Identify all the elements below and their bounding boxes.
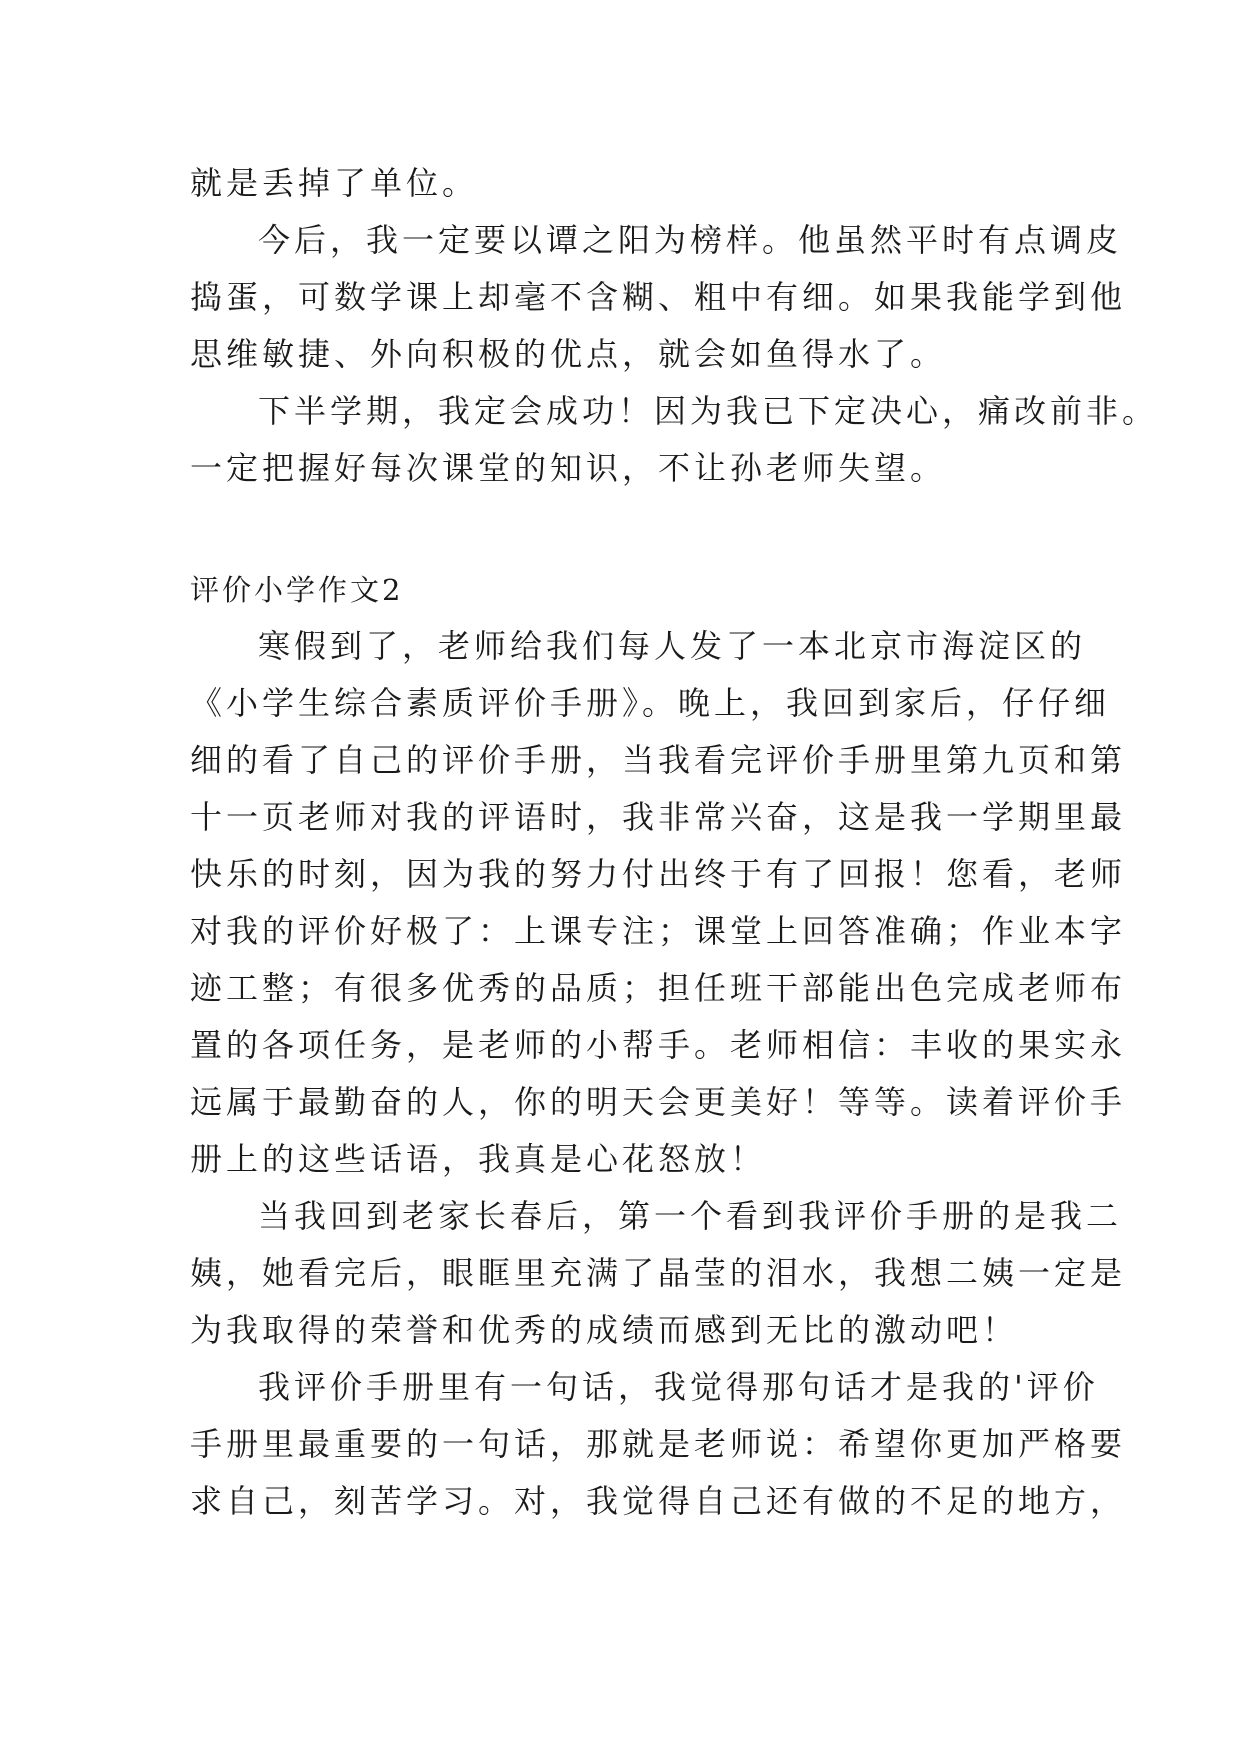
- essay-section-1: [190, 155, 1159, 497]
- text-line: 手册里最重要的一句话，那就是老师说：希望你更加严格要: [190, 1425, 1127, 1463]
- section-heading: 评价小学作文2: [190, 573, 404, 607]
- paragraph-start-line: 下半学期，我定会成功！因为我已下定决心，痛改前非。: [258, 392, 1159, 430]
- text-line: 捣蛋，可数学课上却毫不含糊、粗中有细。如果我能学到他: [190, 278, 1127, 316]
- text-line: 远属于最勤奋的人，你的明天会更美好！等等。读着评价手: [190, 1083, 1127, 1121]
- text-line: 迹工整；有很多优秀的品质；担任班干部能出色完成老师布: [190, 969, 1127, 1007]
- paragraph-start-line: 寒假到了，老师给我们每人发了一本北京市海淀区的: [258, 627, 1087, 665]
- text-line: 置的各项任务，是老师的小帮手。老师相信：丰收的果实永: [190, 1026, 1127, 1064]
- paragraph-start-line: 今后，我一定要以谭之阳为榜样。他虽然平时有点调皮: [258, 221, 1123, 259]
- paragraph-start-line: 当我回到老家长春后，第一个看到我评价手册的是我二: [258, 1197, 1123, 1235]
- text-line: 就是丢掉了单位。: [190, 164, 479, 202]
- essay-section-2: [190, 618, 1127, 1530]
- text-line: 思维敏捷、外向积极的优点，就会如鱼得水了。: [190, 335, 947, 373]
- paragraph-start-line: 我评价手册里有一句话，我觉得那句话才是我的'评价: [258, 1368, 1099, 1406]
- text-line: 细的看了自己的评价手册，当我看完评价手册里第九页和第: [190, 741, 1127, 779]
- text-line: 册上的这些话语，我真是心花怒放！: [190, 1140, 767, 1178]
- text-line: 快乐的时刻，因为我的努力付出终于有了回报！您看，老师: [190, 855, 1127, 893]
- text-line: 《小学生综合素质评价手册》。晚上，我回到家后，仔仔细: [190, 684, 1111, 722]
- text-line: 对我的评价好极了：上课专注；课堂上回答准确；作业本字: [190, 912, 1127, 950]
- text-line: 十一页老师对我的评语时，我非常兴奋，这是我一学期里最: [190, 798, 1127, 836]
- text-line: 求自己，刻苦学习。对，我觉得自己还有做的不足的地方，: [190, 1482, 1127, 1520]
- text-line: 为我取得的荣誉和优秀的成绩而感到无比的激动吧！: [190, 1311, 1019, 1349]
- text-line: 一定把握好每次课堂的知识，不让孙老师失望。: [190, 449, 947, 487]
- text-line: 姨，她看完后，眼眶里充满了晶莹的泪水，我想二姨一定是: [190, 1254, 1127, 1292]
